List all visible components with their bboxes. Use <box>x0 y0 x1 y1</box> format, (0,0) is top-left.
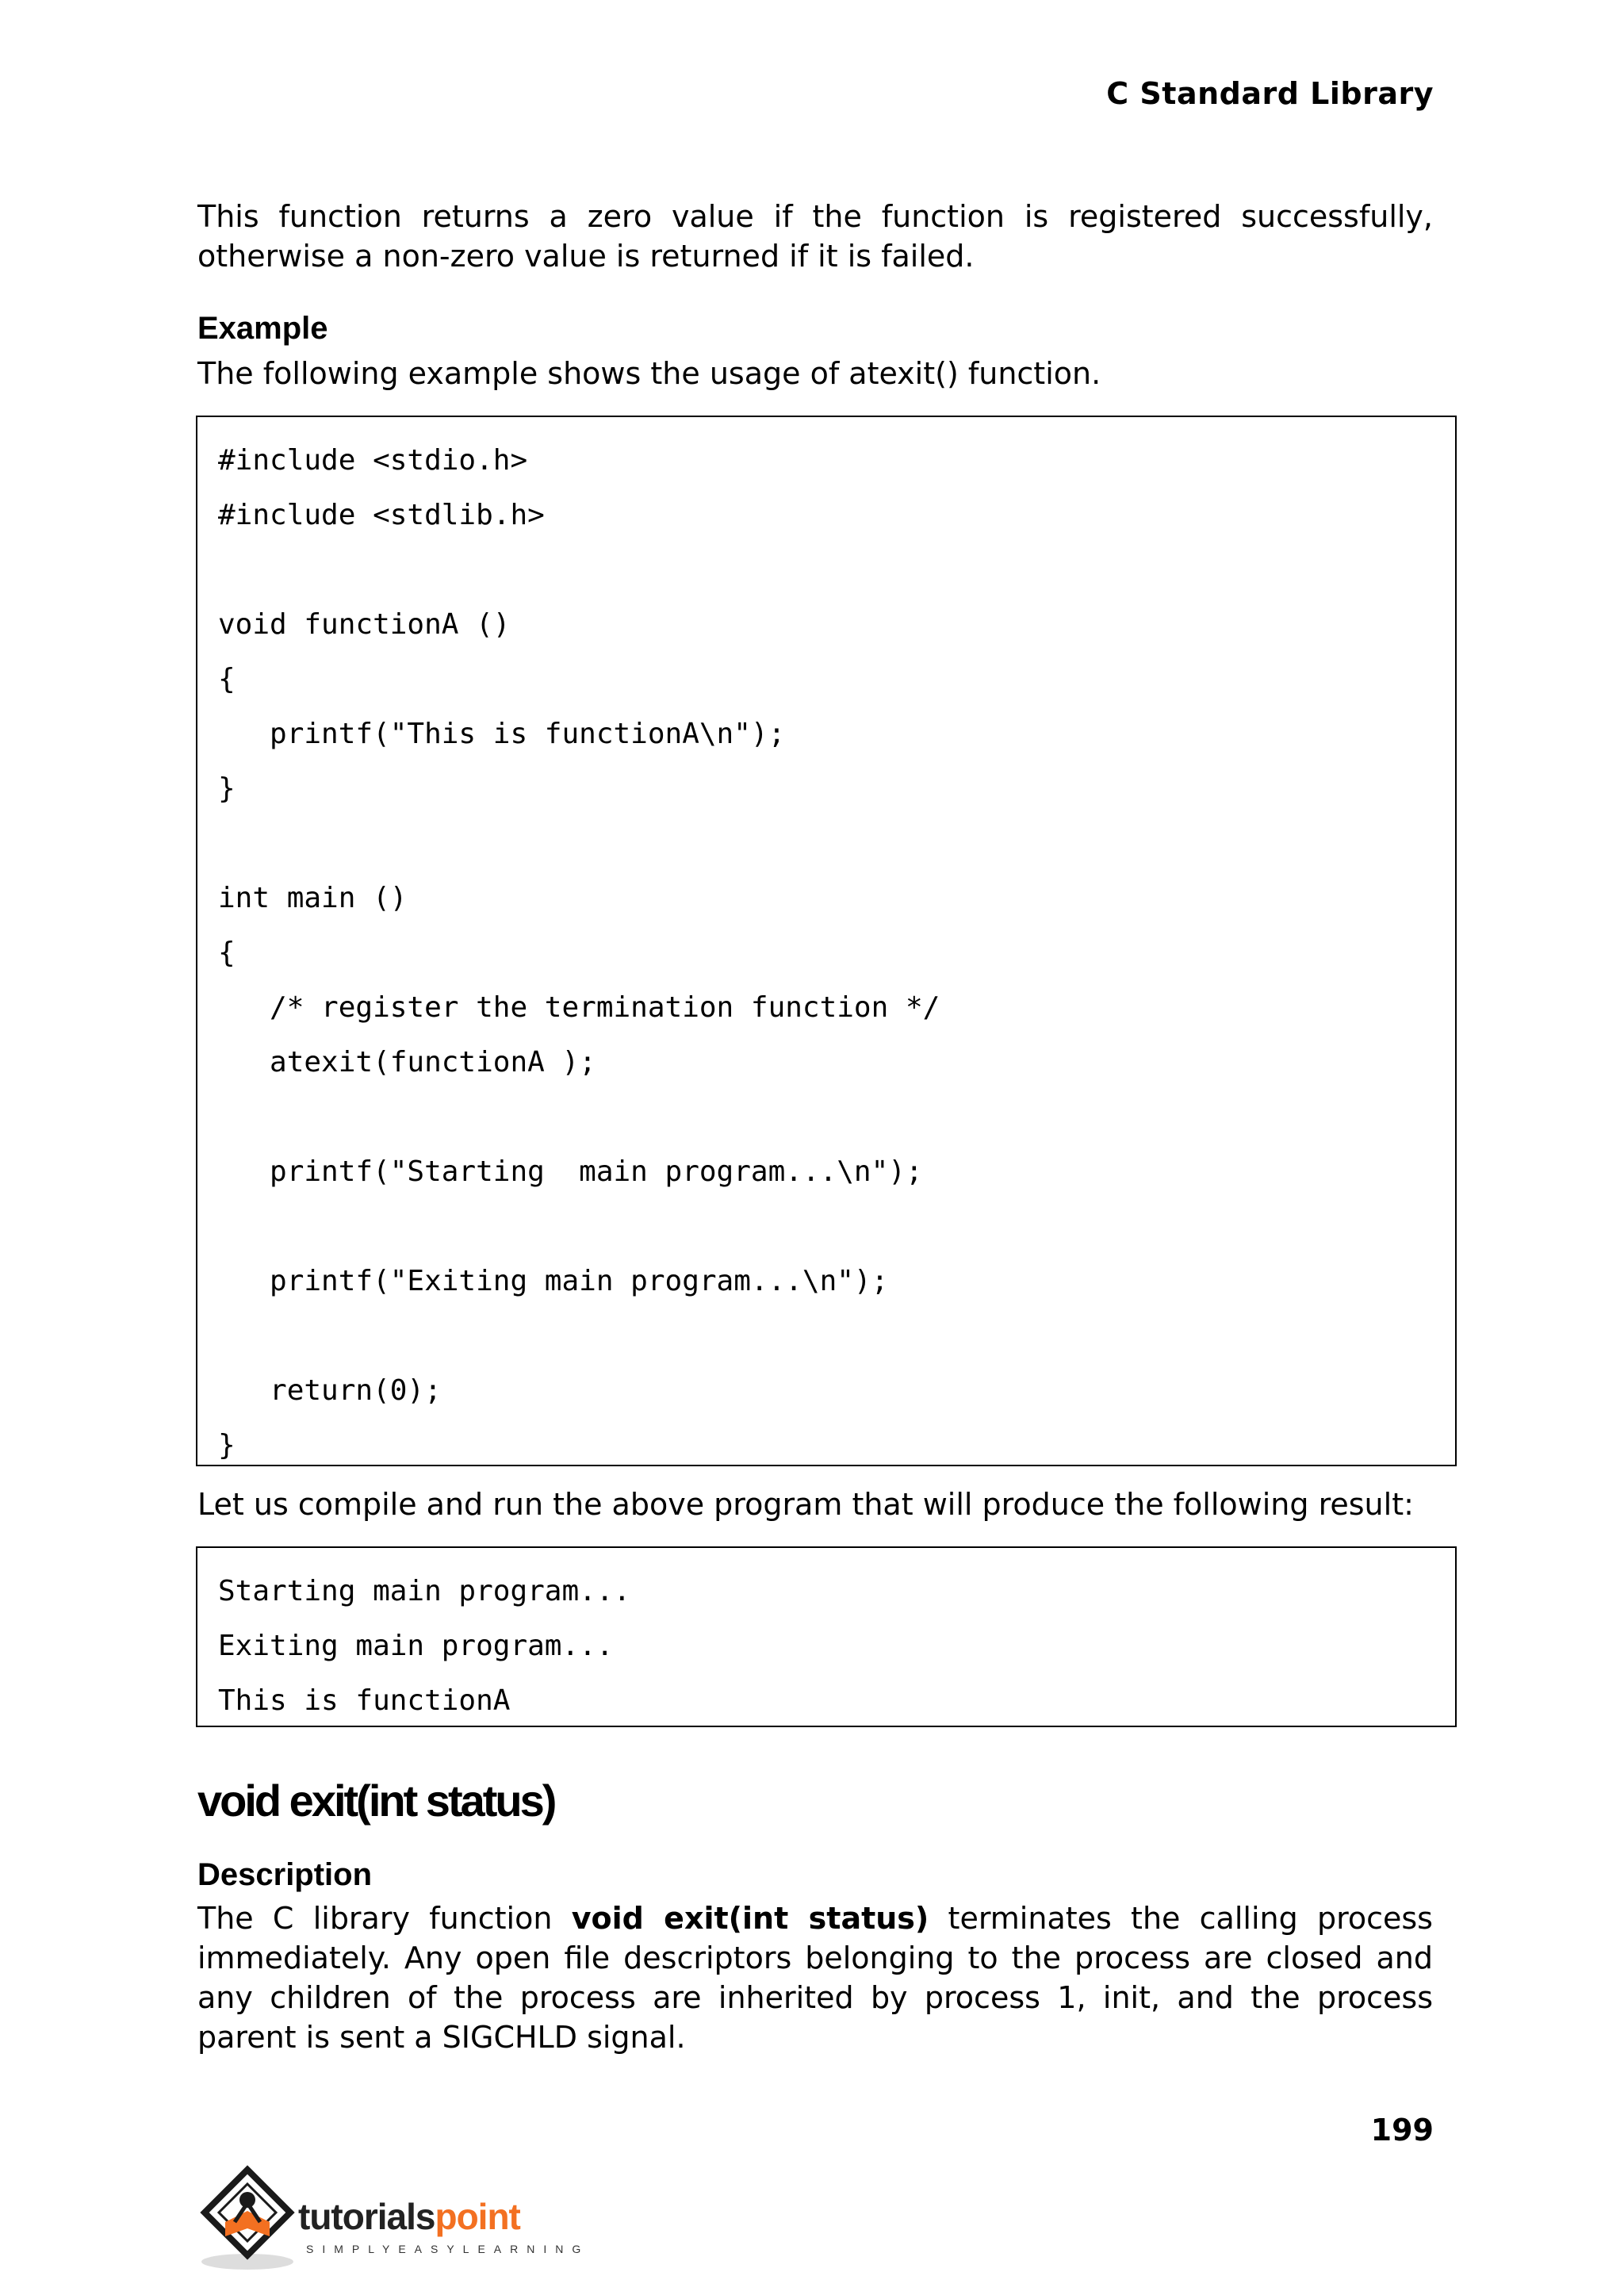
code-line: /* register the termination function */ <box>218 991 940 1024</box>
page-number: 199 <box>1370 2113 1434 2147</box>
code-line: #include <stdlib.h> <box>218 499 545 531</box>
code-line: } <box>218 1429 236 1462</box>
program-output-block <box>196 1546 1457 1727</box>
exit-desc-line-1 <box>197 1898 1433 1938</box>
code-line <box>218 1308 1455 1363</box>
tutorialspoint-logo <box>195 2163 590 2282</box>
code-line: printf("Starting main program...\n"); <box>218 1155 923 1188</box>
code-line: { <box>218 663 236 695</box>
code-line <box>218 816 1455 871</box>
code-line: } <box>218 772 236 805</box>
output-line: This is functionA <box>218 1684 511 1717</box>
exit-desc-line-4: parent is sent a SIGCHLD signal. <box>197 2020 686 2055</box>
exit-desc-function-name: void exit(int status) <box>571 1901 929 1936</box>
exit-desc-text: The C library function <box>197 1901 553 1936</box>
section-heading-exit: void exit(int status) <box>197 1776 555 1826</box>
intro-paragraph <box>197 197 1433 276</box>
output-line: Starting main program... <box>218 1575 631 1607</box>
code-line <box>218 1090 1455 1144</box>
code-line: int main () <box>218 882 408 914</box>
exit-desc-text-post: terminates the calling process <box>948 1901 1433 1936</box>
code-line: return(0); <box>218 1374 442 1407</box>
code-line <box>218 1199 1455 1254</box>
logo-tagline: SIMPLYEASYLEARNING <box>306 2243 590 2255</box>
intro-line-1: This function returns a zero value if the function is registered successfully, <box>197 199 1433 234</box>
code-line: atexit(functionA ); <box>218 1046 596 1079</box>
exit-desc-line-3: any children of the process are inherited by process 1, init, and the process <box>197 1980 1433 2015</box>
logo-wordmark <box>298 2195 520 2238</box>
logo-word-part2: point <box>435 2196 520 2237</box>
code-line: #include <stdio.h> <box>218 444 528 477</box>
logo-emblem-icon <box>195 2163 298 2282</box>
exit-desc-line-2: immediately. Any open file descriptors belonging to the process are closed and <box>197 1941 1433 1975</box>
logo-word-part1: tutorials <box>298 2196 435 2237</box>
code-line: printf("This is functionA\n"); <box>218 718 786 750</box>
example-description: The following example shows the usage of atexit() function. <box>197 356 1101 391</box>
description-heading: Description <box>197 1857 373 1892</box>
output-line: Exiting main program... <box>218 1630 614 1662</box>
example-heading: Example <box>197 311 328 346</box>
exit-description <box>197 1898 1433 2057</box>
intro-line-2: otherwise a non-zero value is returned if it is failed. <box>197 239 975 274</box>
code-line: { <box>218 937 236 969</box>
code-line <box>218 542 1455 597</box>
code-line: void functionA () <box>218 608 511 641</box>
result-intro: Let us compile and run the above program that will produce the following result: <box>197 1487 1414 1522</box>
example-code-block <box>196 416 1457 1466</box>
page-header-title: C Standard Library <box>1106 76 1434 111</box>
code-line: printf("Exiting main program...\n"); <box>218 1265 889 1297</box>
